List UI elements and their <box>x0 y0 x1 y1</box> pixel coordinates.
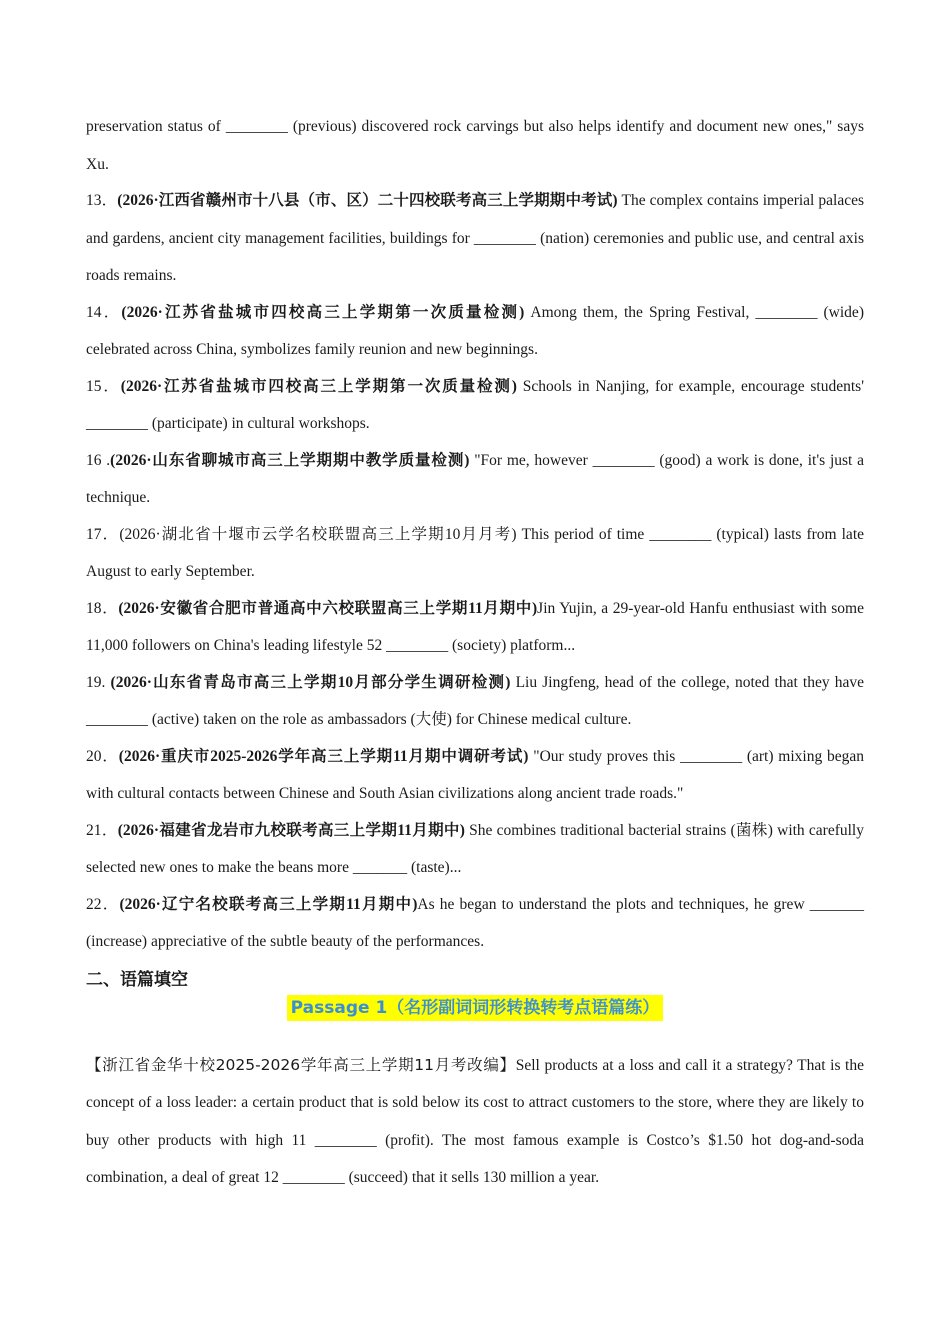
answer-blank: ________ <box>386 637 449 654</box>
question-text-after: (active) taken on the role as ambassadors (大使) for Chinese medical culture. <box>148 711 632 728</box>
answer-blank: ________ <box>680 747 743 765</box>
question-text-after: (increase) appreciative of the subtle beauty of the performances. <box>86 933 485 950</box>
question-source: (2026·江苏省盐城市四校高三上学期第一次质量检测) <box>120 377 517 395</box>
question-number: 21． <box>86 821 118 839</box>
question-text-before: This period of time <box>516 525 650 543</box>
intro-text-before: preservation status of <box>86 118 226 135</box>
question-item <box>86 294 864 369</box>
answer-blank: ________ <box>86 711 148 728</box>
intro-paragraph <box>86 108 864 183</box>
question-source: (2026·湖北省十堰市云学名校联盟高三上学期10月月考) <box>119 525 517 543</box>
question-text-after: (wide) celebrated across China, symbolizes family reunion and new beginnings. <box>86 303 864 358</box>
question-number: 22． <box>86 895 120 913</box>
passage-paragraph <box>86 1047 864 1197</box>
question-number: 17． <box>86 525 120 543</box>
question-source: (2026·辽宁名校联考高三上学期11月期中) <box>119 895 418 913</box>
question-text-after: (nation) ceremonies and public use, and central axis roads remains. <box>86 229 864 284</box>
section-heading: 二、语篇填空 <box>86 969 188 990</box>
question-number: 20． <box>86 747 119 765</box>
question-source: (2026·山东省聊城市高三上学期期中教学质量检测) <box>110 451 470 469</box>
answer-blank: _______ <box>809 895 864 913</box>
passage-title-row <box>86 995 864 1025</box>
question-source: (2026·重庆市2025-2026学年高三上学期11月期中调研考试) <box>118 747 529 765</box>
question-number: 19. <box>86 673 111 691</box>
answer-blank: ________ <box>473 229 536 247</box>
intro-text-after: (previous) discovered rock carvings but also helps identify and document new ones," says Xu. <box>86 118 865 173</box>
question-item <box>86 442 864 517</box>
question-number: 18． <box>86 599 119 617</box>
question-source: (2026·安徽省合肥市普通高中六校联盟高三上学期11月期中) <box>118 599 538 617</box>
passage-text-2: (profit). The most famous example is Costco’s $1.50 hot dog-and-soda combination, a deal of great 12 <box>86 1131 865 1186</box>
question-text-after: (taste)... <box>407 859 462 876</box>
question-item <box>86 590 864 665</box>
question-item <box>86 812 864 887</box>
question-text-before: "For me, however <box>469 451 593 469</box>
answer-blank: ________ <box>282 1169 345 1186</box>
passage-text-1: Sell products at a loss and call it a strategy? That is the concept of a loss leader: a certain product that is sold below its cost to attract customers to the store, where they are likely to buy other products with high 11 <box>86 1056 864 1149</box>
answer-blank: ________ <box>592 451 655 469</box>
question-text-before: Liu Jingfeng, head of the college, noted that they have <box>510 673 865 691</box>
question-number: 15． <box>86 377 121 395</box>
passage-title: Passage 1（名形副词词形转换转考点语篇练） <box>287 995 664 1021</box>
question-text-after: (typical) lasts from late August to early September. <box>86 525 865 580</box>
answer-blank: ________ <box>649 525 712 543</box>
passage-text-3: (succeed) that it sells 130 million a year. <box>344 1169 600 1186</box>
question-item <box>86 886 864 961</box>
question-text-before: As he began to understand the plots and techniques, he grew <box>417 895 810 913</box>
question-source: (2026·山东省青岛市高三上学期10月部分学生调研检测) <box>110 673 511 691</box>
question-number: 16 . <box>86 451 111 469</box>
question-text-before: She combines traditional bacterial strains (菌株) with carefully selected new ones to make the beans more <box>86 821 864 876</box>
question-item <box>86 664 864 739</box>
question-text-after: (participate) in cultural workshops. <box>148 415 370 432</box>
question-text-after: (society) platform... <box>448 637 576 654</box>
question-list <box>86 182 864 961</box>
question-item <box>86 182 864 295</box>
answer-blank: ________ <box>225 118 288 135</box>
document-page <box>86 108 864 1197</box>
question-text-after: (art) mixing began with cultural contacts between Chinese and South Asian civilizations along ancient trade roads." <box>86 747 864 802</box>
answer-blank: ________ <box>755 303 818 321</box>
question-source: (2026·福建省龙岩市九校联考高三上学期11月期中) <box>117 821 465 839</box>
answer-blank: ________ <box>314 1131 377 1149</box>
question-item <box>86 738 864 813</box>
question-source: (2026·江西省赣州市十八县（市、区）二十四校联考高三上学期期中考试) <box>117 192 618 209</box>
question-number: 13． <box>86 192 118 209</box>
answer-blank: ________ <box>86 415 148 432</box>
question-text-after: (good) a work is done, it's just a technique. <box>86 451 864 506</box>
question-item <box>86 516 864 591</box>
question-text-before: Jin Yujin, a 29-year-old Hanfu enthusiast with some 11,000 followers on China's leading lifestyle 52 <box>86 599 864 654</box>
question-text-before: "Our study proves this <box>528 747 681 765</box>
answer-blank: _______ <box>352 859 408 876</box>
question-source: (2026·江苏省盐城市四校高三上学期第一次质量检测) <box>121 303 525 321</box>
question-text-before: Among them, the Spring Festival, <box>524 303 756 321</box>
question-text-before: Schools in Nanjing, for example, encourage students' <box>516 377 864 395</box>
passage-source: 【浙江省金华十校2025-2026学年高三上学期11月考改编】 <box>86 1055 516 1074</box>
question-number: 14． <box>86 303 122 321</box>
question-text-before: The complex contains imperial palaces and gardens, ancient city management facilities, buildings for <box>86 192 864 247</box>
question-item <box>86 368 864 443</box>
